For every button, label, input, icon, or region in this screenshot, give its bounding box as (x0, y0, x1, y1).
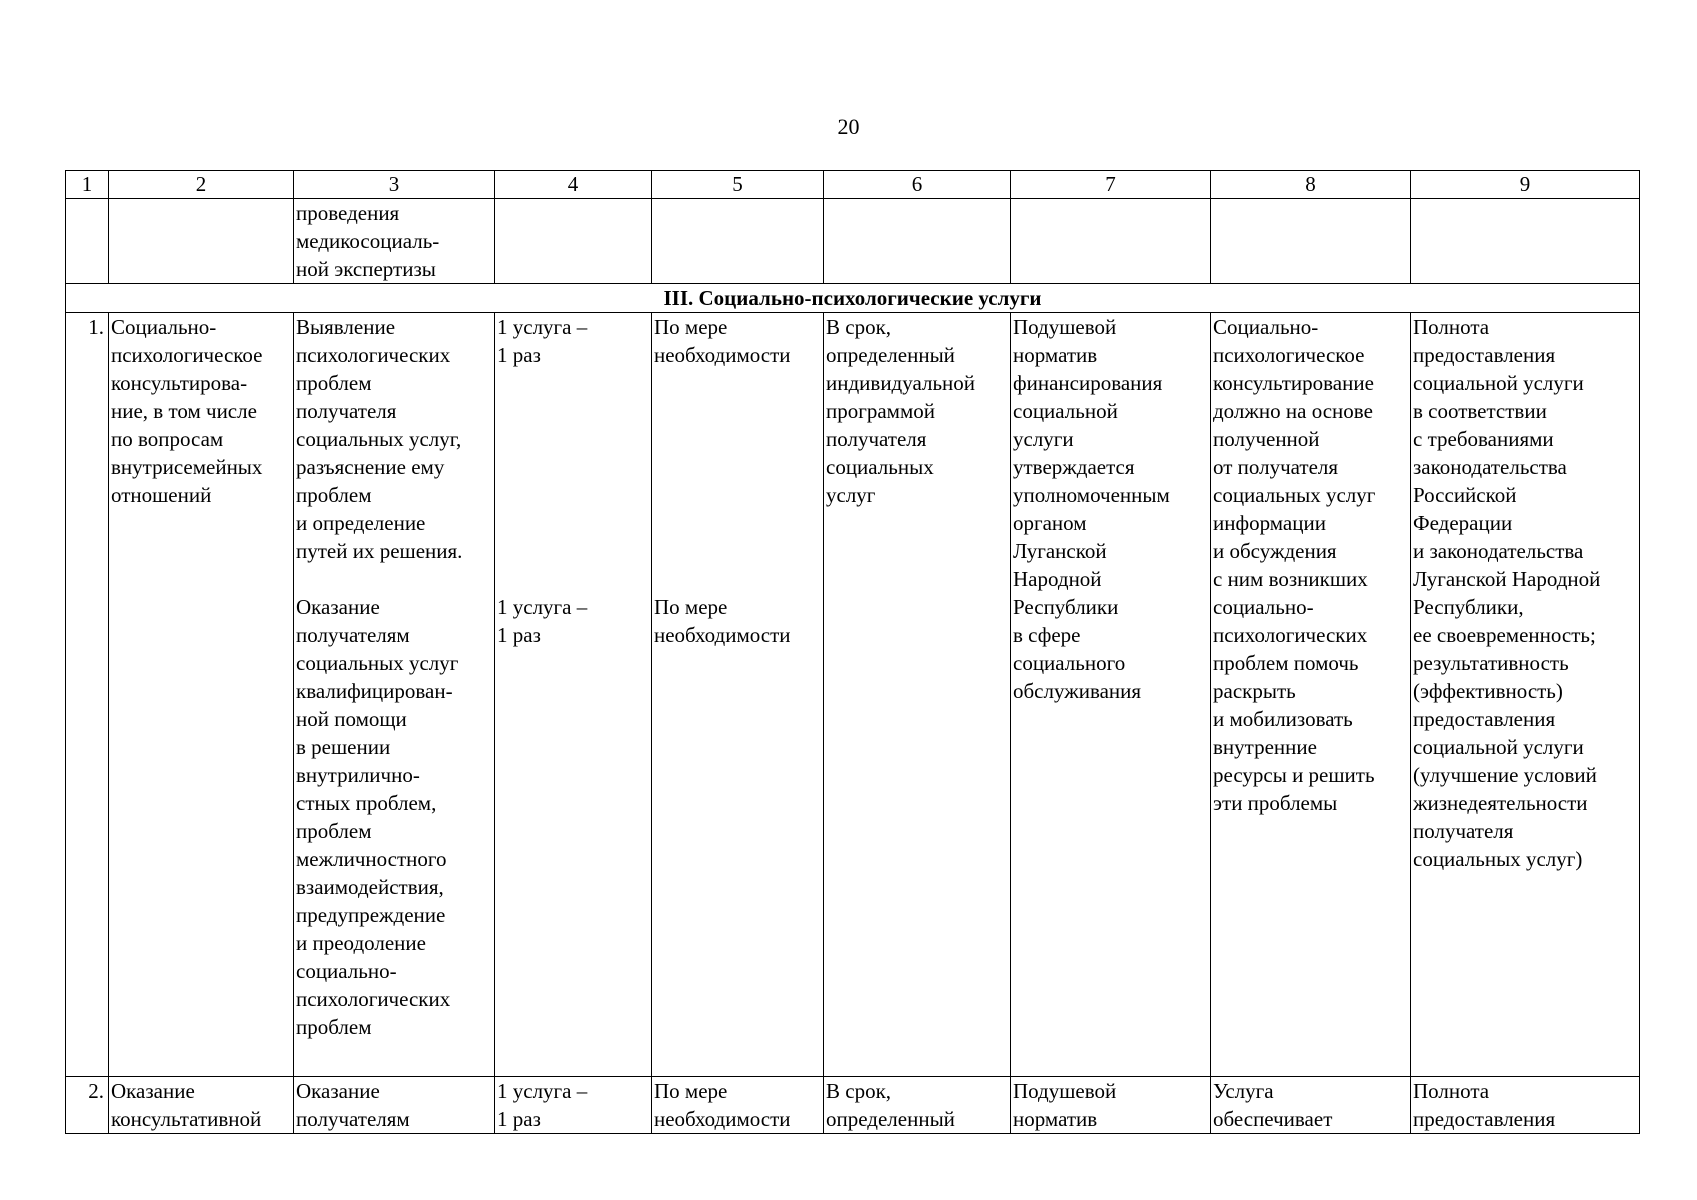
column-header: 1 (66, 171, 109, 199)
service-description: Выявление психологических проблем получателя социальных услуг, разъяснение ему проблем и определение путей их решения. (296, 315, 463, 563)
table-cell (495, 199, 652, 284)
periodicity-cell (652, 313, 824, 1077)
table-cell (1211, 199, 1411, 284)
service-volume: 1 услуга – 1 раз (495, 1077, 652, 1134)
service-description: Оказание получателям (294, 1077, 495, 1134)
table-cell (652, 199, 824, 284)
service-conditions: Социально- психологическое консультирование должно на основе полученной от получателя социальных услуг информации и обсуждения с ним возникших социально- психологических проблем помочь раскрыть и мобилизовать внутренние ресурсы и решить эти проблемы (1211, 313, 1411, 1077)
service-term: В срок, определенный индивидуальной программой получателя социальных услуг (824, 313, 1011, 1077)
table-cell (66, 199, 109, 284)
page-number: 20 (837, 114, 860, 139)
row-number: 1. (66, 313, 109, 1077)
volume-cell (495, 313, 652, 1077)
column-header: 3 (294, 171, 495, 199)
section-row (66, 284, 1640, 313)
continuation-row (66, 199, 1640, 284)
column-header-row (66, 171, 1640, 199)
table-cell (1411, 199, 1640, 284)
table-row (66, 313, 1640, 1077)
row-number: 2. (66, 1077, 109, 1134)
column-header: 2 (109, 171, 294, 199)
section-title: III. Социально-психологические услуги (66, 284, 1640, 313)
table-cell (824, 199, 1011, 284)
continuation-text: проведения медикосоциаль- ной экспертизы (294, 199, 495, 284)
column-header: 5 (652, 171, 824, 199)
service-periodicity: По мере необходимости (654, 595, 791, 647)
column-header: 4 (495, 171, 652, 199)
service-periodicity: По мере необходимости (652, 1077, 824, 1134)
service-conditions: Услуга обеспечивает (1211, 1077, 1411, 1134)
service-name: Оказание консультативной (109, 1077, 294, 1134)
column-header: 6 (824, 171, 1011, 199)
service-periodicity: По мере необходимости (654, 315, 791, 367)
table-cell (1011, 199, 1211, 284)
service-description-cell (294, 313, 495, 1077)
services-table (65, 170, 1640, 1134)
service-volume: 1 услуга – 1 раз (497, 315, 588, 367)
column-header: 9 (1411, 171, 1640, 199)
column-header: 8 (1211, 171, 1411, 199)
service-quality: Полнота предоставления социальной услуги в соответствии с требованиями законодательства Российской Федерации и законодательства Луганской Народной Республики, ее своевременность; результативность (эффективность) предоставления социальной услуги (улучшение условий жизнедеятельности получателя социальных услуг) (1411, 313, 1640, 1077)
service-funding: Подушевой норматив (1011, 1077, 1211, 1134)
service-term: В срок, определенный (824, 1077, 1011, 1134)
table-row (66, 1077, 1640, 1134)
service-volume: 1 услуга – 1 раз (497, 595, 588, 647)
table-cell (109, 199, 294, 284)
service-name: Социально- психологическое консультирова- ние, в том числе по вопросам внутрисемейных отношений (109, 313, 294, 1077)
service-quality: Полнота предоставления (1411, 1077, 1640, 1134)
service-funding: Подушевой норматив финансирования социальной услуги утверждается уполномоченным органом Луганской Народной Республики в сфере социального обслуживания (1011, 313, 1211, 1077)
column-header: 7 (1011, 171, 1211, 199)
service-description: Оказание получателям социальных услуг квалифицирован- ной помощи в решении внутрилично- стных проблем, проблем межличностного взаимодействия, предупреждение и преодоление социально- психологических проблем (296, 595, 459, 1039)
